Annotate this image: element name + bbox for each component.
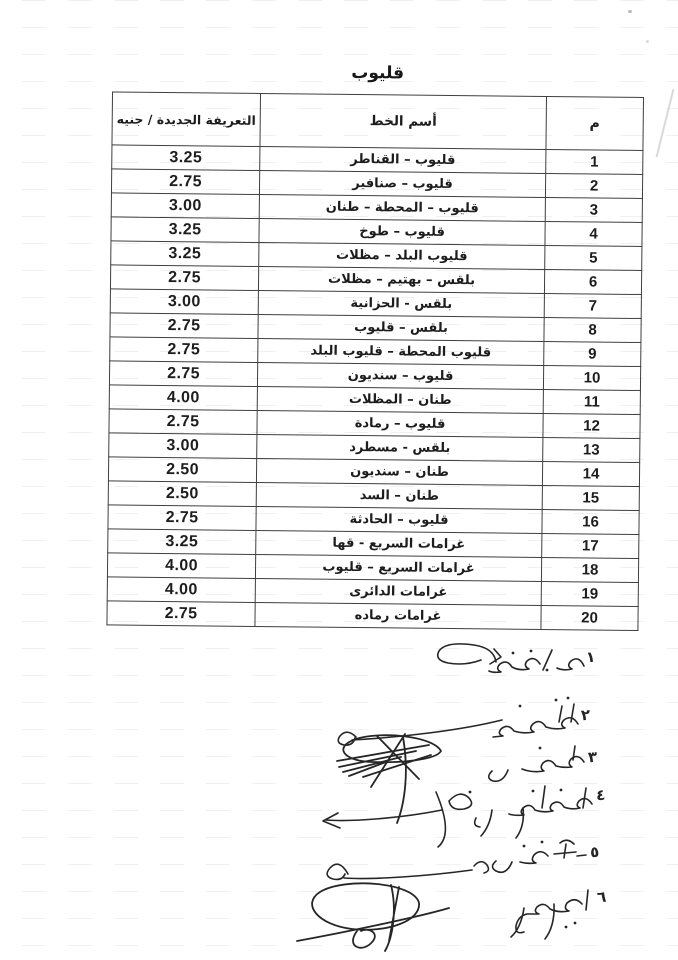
row-line-name: قليوب – الحادثة xyxy=(256,506,542,533)
row-fare: 2.50 xyxy=(108,481,256,507)
row-number: 10 xyxy=(543,365,640,390)
signature-1-numeral: ١ xyxy=(585,647,596,667)
row-number: 11 xyxy=(543,389,640,414)
row-number: 15 xyxy=(542,485,639,510)
row-line-name: بلقس – قليوب xyxy=(258,314,544,341)
row-number: 14 xyxy=(542,461,639,486)
row-fare: 2.50 xyxy=(108,457,256,483)
row-number: 20 xyxy=(541,605,638,630)
row-number: 18 xyxy=(541,557,638,582)
row-line-name: قليوب – سنديون xyxy=(257,362,543,389)
table-row xyxy=(107,601,638,631)
row-number: 1 xyxy=(546,149,643,174)
row-fare: 3.00 xyxy=(111,193,259,219)
row-number: 12 xyxy=(543,413,640,438)
row-number: 6 xyxy=(544,269,641,294)
row-number: 17 xyxy=(542,533,639,558)
row-line-name: قليوب – المحطة – طنان xyxy=(259,194,545,221)
row-line-name: طنان – المظلات xyxy=(257,386,543,413)
signature-5 xyxy=(327,840,586,879)
row-fare: 4.00 xyxy=(107,577,255,603)
table-header-row xyxy=(112,92,644,151)
row-number: 9 xyxy=(544,341,641,366)
document-title: قليوب xyxy=(351,62,405,84)
row-line-name: غرامات السريع – قليوب xyxy=(255,554,541,581)
row-line-name: قليوب – القناطر xyxy=(260,146,546,173)
signature-6 xyxy=(297,883,588,951)
fare-table-body xyxy=(107,145,643,631)
signature-1 xyxy=(438,644,584,672)
row-number: 2 xyxy=(545,173,642,198)
row-line-name: غرامات الدائرى xyxy=(255,578,541,605)
row-line-name: طنان – سنديون xyxy=(256,458,542,485)
row-line-name: طنان – السد xyxy=(256,482,542,509)
row-number: 13 xyxy=(543,437,640,462)
header-cell-line-name: أسم الخط xyxy=(260,93,547,149)
row-fare: 2.75 xyxy=(111,169,259,195)
row-number: 7 xyxy=(544,293,641,318)
row-fare: 3.00 xyxy=(109,433,257,459)
row-line-name: غرامات رماده xyxy=(255,602,541,629)
fare-table xyxy=(106,91,644,631)
row-fare: 2.75 xyxy=(109,409,257,435)
row-line-name: بلقس - الحزانية xyxy=(258,290,544,317)
header-cell-fare: التعريفة الجديدة / جنيه xyxy=(112,92,261,147)
row-fare: 3.00 xyxy=(110,289,258,315)
signature-5-numeral: ٥ xyxy=(589,842,600,862)
row-fare: 3.25 xyxy=(112,145,260,171)
header-cell-index: م xyxy=(546,96,644,150)
signatures-ink xyxy=(0,640,678,960)
row-number: 3 xyxy=(545,197,642,222)
row-fare: 2.75 xyxy=(109,361,257,387)
signatures-section xyxy=(0,640,678,960)
row-fare: 3.25 xyxy=(108,529,256,555)
row-number: 5 xyxy=(545,245,642,270)
row-fare: 2.75 xyxy=(108,505,256,531)
row-fare: 3.25 xyxy=(111,241,259,267)
row-fare: 4.00 xyxy=(107,553,255,579)
signature-4 xyxy=(323,786,592,847)
row-number: 8 xyxy=(544,317,641,342)
row-line-name: بلقس - مسطرد xyxy=(257,434,543,461)
row-line-name: بلقس – بهتيم – مظلات xyxy=(258,266,544,293)
row-fare: 2.75 xyxy=(110,265,258,291)
row-fare: 2.75 xyxy=(110,337,258,363)
row-line-name: قليوب – رمادة xyxy=(257,410,543,437)
signature-4-numeral: ٤ xyxy=(595,785,606,805)
row-line-name: قليوب – طوخ xyxy=(259,218,545,245)
row-number: 19 xyxy=(541,581,638,606)
row-line-name: قليوب البلد – مظلات xyxy=(259,242,545,269)
row-line-name: قليوب المحطة – قليوب البلد xyxy=(258,338,544,365)
signature-2-numeral: ٢ xyxy=(580,705,591,725)
row-fare: 4.00 xyxy=(109,385,257,411)
signature-2 xyxy=(338,697,578,746)
row-fare: 2.75 xyxy=(107,601,255,627)
signature-3-numeral: ٣ xyxy=(587,747,598,767)
row-line-name: قليوب – صنافير xyxy=(259,170,545,197)
row-fare: 3.25 xyxy=(111,217,259,243)
row-number: 4 xyxy=(545,221,642,246)
row-fare: 2.75 xyxy=(110,313,258,339)
row-number: 16 xyxy=(542,509,639,534)
signature-6-numeral: ٦ xyxy=(596,887,607,907)
row-line-name: غرامات السريع - قها xyxy=(256,530,542,557)
